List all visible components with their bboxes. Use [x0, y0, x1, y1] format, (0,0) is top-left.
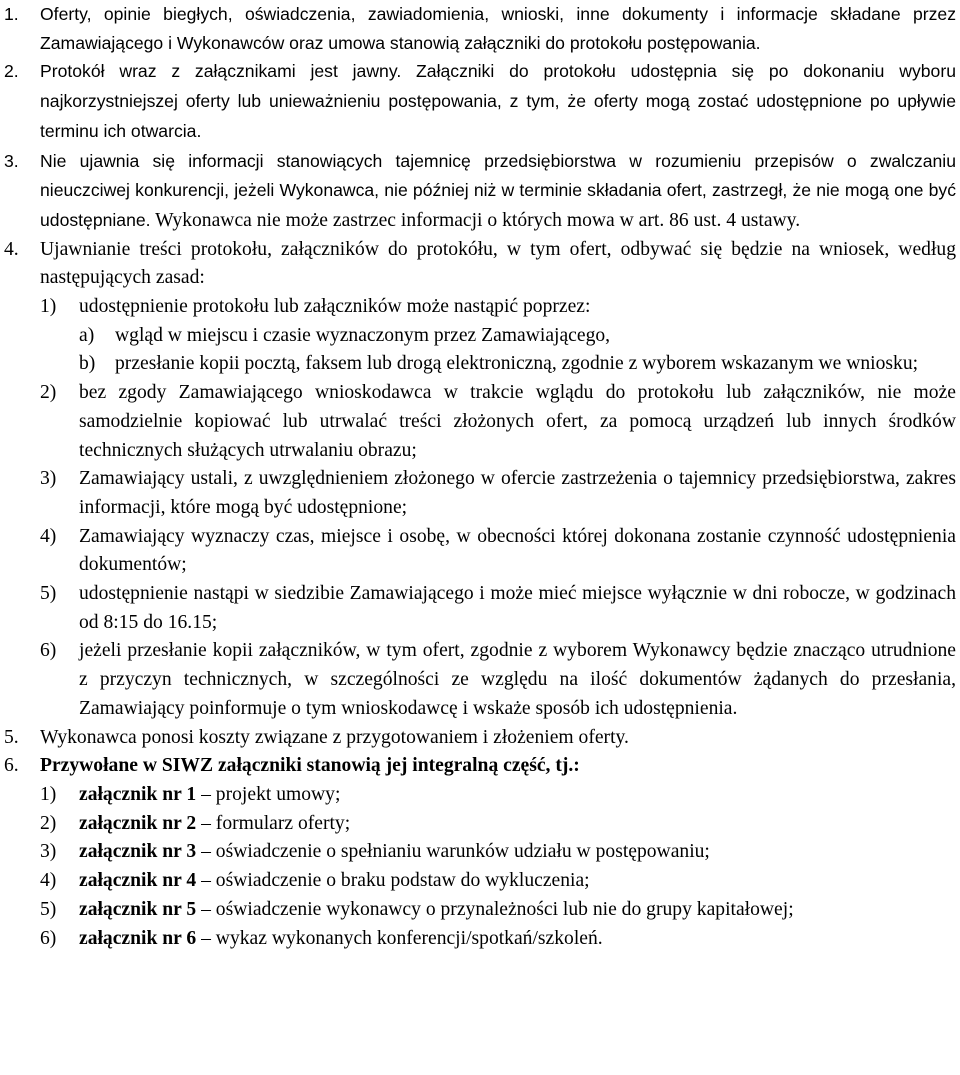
attachment-description: – projekt umowy;: [201, 783, 341, 805]
list-item-5: [4, 724, 956, 753]
sub-item-4: [40, 523, 956, 580]
item-text: Oferty, opinie biegłych, oświadczenia, zawiadomienia, wnioski, inne dokumenty i informacje składane przez Zamawiającego i Wykonawców oraz umowa stanowią załączniki do protokołu postępowania.: [40, 4, 956, 53]
attachment-item-5: [40, 896, 956, 925]
sub-item-text: bez zgody Zamawiającego wnioskodawca w trakcie wglądu do protokołu lub załączników, nie może samodzielnie kopiować lub utrwalać treści złożonych ofert, za pomocą urządzeń lub innych środków technicznych służących utrwalaniu obrazu;: [79, 382, 956, 461]
item-text-part-a: Protokół wraz z załącznikami jest jawny.: [40, 61, 402, 82]
list-item-1: [4, 0, 956, 57]
attachment-item-1: [40, 781, 956, 810]
sub-item-number: 6): [40, 640, 57, 662]
attachment-number: 1): [40, 783, 57, 805]
item-text-part-a: Nie ujawnia się informacji stanowiących tajemnicę przedsiębiorstwa w rozumieniu przepisów o zwalczaniu nieuczciwej konkurencji, jeżeli Wykonawca, nie później niż w terminie składania ofert, zastrzegł, że nie mogą one być udostępniane.: [40, 150, 956, 230]
attachment-label: załącznik nr 2: [79, 812, 197, 834]
sub-item-text: udostępnienie nastąpi w siedzibie Zamawiającego i może mieć miejsce wyłącznie w dni robocze, w godzinach od 8:15 do 16.15;: [79, 583, 956, 633]
sub-sub-item-text: wgląd w miejscu i czasie wyznaczonym przez Zamawiającego,: [115, 324, 611, 346]
attachment-item-3: [40, 838, 956, 867]
sub-sub-item-letter: b): [79, 353, 96, 375]
sub-item-number: 1): [40, 296, 57, 318]
attachment-number: 2): [40, 812, 57, 834]
list-item-6: [4, 752, 956, 953]
sub-item-5: [40, 580, 956, 637]
item-number: 1.: [4, 4, 19, 24]
sub-item-number: 4): [40, 525, 57, 547]
item-text-part-b: Załączniki do protokołu udostępnia się po dokonaniu wyboru najkorzystniejszej oferty lub unieważnieniu postępowania, z tym, że oferty mogą zostać udostępnione po upływie terminu ich otwarcia.: [40, 61, 956, 141]
attachment-number: 5): [40, 898, 57, 920]
item-number: 5.: [4, 726, 19, 748]
sub-item-1: [40, 293, 956, 379]
attachment-description: – formularz oferty;: [201, 812, 351, 834]
list-item-3: [4, 147, 956, 236]
attachment-description: – oświadczenie o braku podstaw do wykluczenia;: [201, 870, 590, 892]
sub-item-number: 3): [40, 468, 57, 490]
item-number: 2.: [4, 61, 19, 82]
attachment-description: – oświadczenie o spełnianiu warunków udziału w postępowaniu;: [201, 841, 710, 863]
sub-item-text: jeżeli przesłanie kopii załączników, w tym ofert, zgodnie z wyborem Wykonawcy będzie znacząco utrudnione z przyczyn technicznych, w szczególności ze względu na ilość dokumentów żądanych do przesłania, Zamawiający poinformuje o tym wnioskodawcę i wskaże sposób ich udostępnienia.: [79, 640, 956, 719]
attachment-label: załącznik nr 6: [79, 927, 197, 949]
attachment-label: załącznik nr 1: [79, 783, 197, 805]
sub-item-text: Zamawiający ustali, z uwzględnieniem złożonego w ofercie zastrzeżenia o tajemnicy przedsiębiorstwa, zakres informacji, które mogą być udostępnione;: [79, 468, 956, 518]
list-item-4: [4, 236, 956, 724]
attachment-label: załącznik nr 3: [79, 841, 197, 863]
item-text: Wykonawca ponosi koszty związane z przygotowaniem i złożeniem oferty.: [40, 726, 629, 748]
sub-item-text: udostępnienie protokołu lub załączników może nastąpić poprzez:: [79, 296, 591, 318]
item-number: 3.: [4, 150, 19, 171]
sub-sub-item-b: [79, 350, 956, 379]
sub-item-text: Zamawiający wyznaczy czas, miejsce i osobę, w obecności której dokonana zostanie czynność udostępnienia dokumentów;: [79, 525, 956, 576]
attachment-item-2: [40, 810, 956, 839]
attachment-label: załącznik nr 4: [79, 870, 197, 892]
attachment-description: – oświadczenie wykonawcy o przynależności lub nie do grupy kapitałowej;: [201, 898, 794, 920]
sub-item-3: [40, 465, 956, 522]
item-text: Ujawnianie treści protokołu, załączników do protokółu, w tym ofert, odbywać się będzie na wniosek, według następujących zasad:: [40, 238, 956, 289]
attachment-description: – wykaz wykonanych konferencji/spotkań/szkoleń.: [201, 927, 603, 949]
sub-sub-item-text: przesłanie kopii pocztą, faksem lub drogą elektroniczną, zgodnie z wyborem wskazanym we wniosku;: [115, 353, 919, 375]
attachment-number: 6): [40, 927, 57, 949]
sub-sub-item-letter: a): [79, 324, 95, 346]
item-text: Przywołane w SIWZ załączniki stanowią jej integralną część, tj.:: [40, 755, 580, 777]
attachment-number: 4): [40, 870, 57, 892]
list-item-2: [4, 57, 956, 146]
sub-item-number: 5): [40, 583, 57, 605]
item-number: 4.: [4, 238, 19, 260]
attachment-number: 3): [40, 841, 57, 863]
sub-sub-item-a: [79, 322, 956, 351]
sub-item-6: [40, 637, 956, 723]
attachment-item-6: [40, 925, 956, 954]
sub-item-2: [40, 379, 956, 465]
attachment-label: załącznik nr 5: [79, 898, 197, 920]
item-number: 6.: [4, 755, 19, 777]
sub-item-number: 2): [40, 382, 57, 404]
attachment-item-4: [40, 867, 956, 896]
item-text-part-b: Wykonawca nie może zastrzec informacji o których mowa w art. 86 ust. 4 ustawy.: [155, 209, 801, 231]
